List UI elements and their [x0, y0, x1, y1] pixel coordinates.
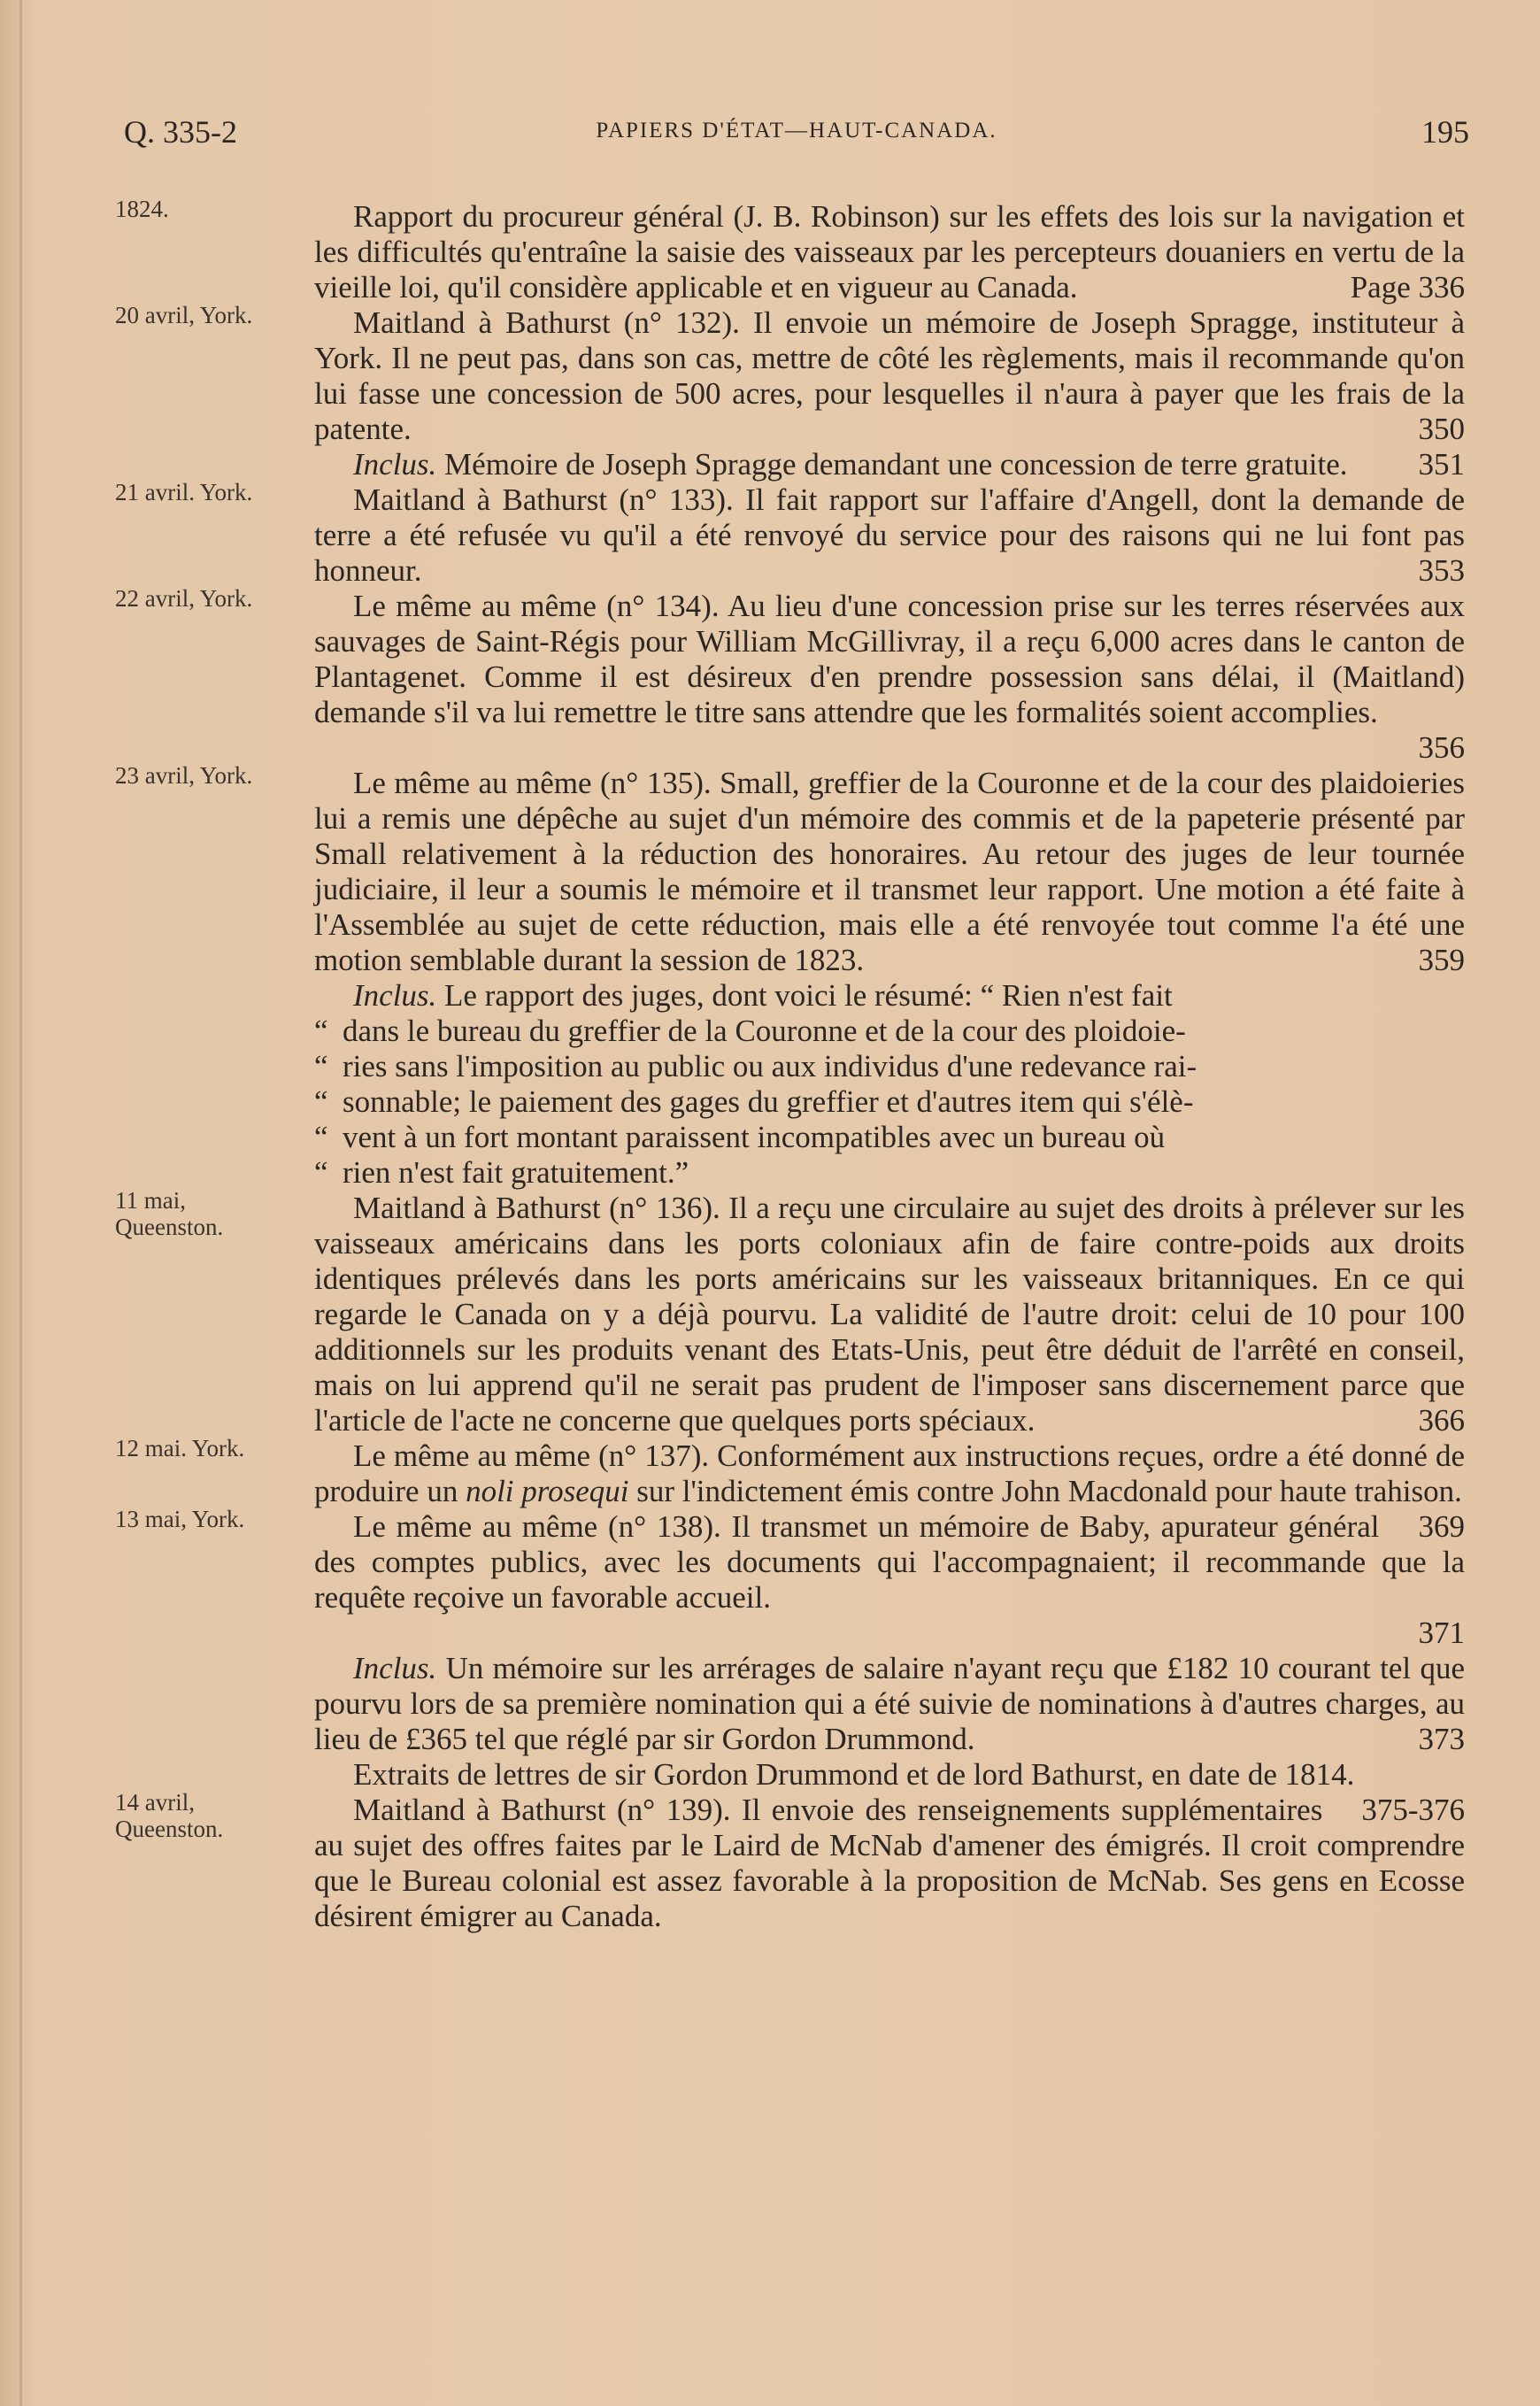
- page-reference: 369: [1418, 1509, 1465, 1544]
- entry-body: Maitland à Bathurst (n° 139). Il envoie des renseignements supplémentaires au sujet des offres faites par le Laird de McNab d'amener des émigrés. Il croit comprendre que le Bureau colonial est assez favorable à la proposition de McNab. Ses gens en Ecosse désirent émigrer au Canada.: [314, 1793, 1465, 1933]
- page-reference: 375-376: [1361, 1793, 1465, 1827]
- entry-body: Le même au même (n° 137). Conformément aux instructions reçues, ordre a été donné de produire un: [314, 1438, 1465, 1508]
- entry-body: Le même au même (n° 135). Small, greffier de la Couronne et de la cour des plaidoieries lui a remis une dépêche au sujet d'un mémoire des commis et de la papeterie présenté par Small relativement à la réduction des honoraires. Au retour des juges de leur tournée judiciaire, il leur a soumis le mémoire et il transmet leur rapport. Une motion a été faite à l'Assemblée au sujet de cette réduction, mais elle a été renvoyée tout comme l'a été une motion semblable durant la session de 1823.: [314, 766, 1465, 977]
- inclusion-text: Un mémoire sur les arrérages de salaire n'ayant reçu que £182 10 courant tel que pourvu lors de sa première nomination qui a été suivie de nominations à d'autres charges, au lieu de £365 tel que réglé par sir Gordon Drummond.: [314, 1651, 1465, 1756]
- page-header: [124, 113, 1469, 158]
- document-body: [0, 196, 1540, 1934]
- inclusion-text: Mémoire de Joseph Spragge demandant une concession de terre gratuite.: [444, 447, 1348, 482]
- entry-text: [314, 589, 1465, 766]
- entry: [0, 1187, 1540, 1438]
- latin-term: noli prosequi: [466, 1474, 629, 1508]
- entry-text: [314, 305, 1465, 482]
- quote-line: dans le bureau du greffier de la Couronne et de la cour des ploidoie-: [343, 1014, 1186, 1048]
- margin-date: 22 avril, York.: [115, 585, 253, 612]
- inclusion-label: Inclus.: [353, 978, 437, 1013]
- entry-text: [314, 482, 1465, 589]
- entry-body: Maitland à Bathurst (n° 132). Il envoie un mémoire de Joseph Spragge, instituteur à York. Il ne peut pas, dans son cas, mettre de côté les règlements, mais il recommande qu'on lui fasse une concession de 500 acres, pour lesquelles il n'aura à payer que les frais de la patente.: [314, 305, 1465, 446]
- inclusion-label: Inclus.: [353, 1651, 437, 1685]
- page-reference: 359: [1418, 943, 1465, 977]
- page-number: 195: [1421, 114, 1469, 150]
- quote-mark: “: [314, 1120, 328, 1154]
- entry: [0, 479, 1540, 589]
- quote-line: sonnable; le paiement des gages du greffier et d'autres item qui s'élè-: [343, 1084, 1194, 1119]
- quote-mark: “: [314, 1155, 328, 1190]
- page-reference: 356: [1418, 730, 1465, 765]
- entry-body: Rapport du procureur général (J. B. Robinson) sur les effets des lois sur la navigation et les difficultés qu'entraîne la saisie des vaisseaux par les percepteurs douaniers en vertu de la vieille loi, qu'il considère applicable et en vigueur au Canada.: [314, 199, 1465, 305]
- margin-date: 1824.: [115, 196, 169, 222]
- margin-date: 23 avril, York.: [115, 762, 253, 789]
- entry: [0, 1789, 1540, 1934]
- margin-date: 20 avril, York.: [115, 302, 253, 328]
- margin-date: 14 avril, Queenston.: [115, 1789, 224, 1842]
- running-title: PAPIERS D'ÉTAT—HAUT-CANADA.: [596, 119, 997, 143]
- inclusion-intro: Le rapport des juges, dont voici le résumé: “ Rien n'est fait: [444, 978, 1173, 1013]
- inclusion-label: Inclus.: [353, 447, 437, 482]
- entry-body: Le même au même (n° 138). Il transmet un mémoire de Baby, apurateur général des comptes publics, avec les documents qui l'accompagnaient; il recommande que la requête reçoive un favorable accueil.: [314, 1509, 1465, 1615]
- entry: [0, 762, 1540, 1191]
- margin-date: 12 mai. York.: [115, 1435, 245, 1461]
- quote-mark: “: [314, 1014, 328, 1048]
- entry-body: Maitland à Bathurst (n° 136). Il a reçu une circulaire au sujet des droits à prélever sur les vaisseaux américains dans les ports coloniaux afin de faire contre-poids aux droits identiques prélevés dans les ports américains sur les vaisseaux britanniques. En ce qui regarde le Canada on y a déjà pourvu. La validité de l'autre droit: celui de 10 pour 100 additionnels sur les produits venant des Etats-Unis, peut être déduit de l'arrêté en conseil, mais on lui apprend qu'il ne serait pas prudent de l'imposer sans discernement parce que l'article de l'acte ne concerne que quelques ports spéciaux.: [314, 1191, 1465, 1438]
- entry: [0, 585, 1540, 766]
- entry-text: [314, 1438, 1465, 1544]
- entry-text: [314, 1793, 1465, 1934]
- entry: [0, 196, 1540, 305]
- entry: [0, 302, 1540, 482]
- margin-date: 13 mai, York.: [115, 1506, 245, 1532]
- margin-date: 11 mai, Queenston.: [115, 1187, 224, 1240]
- page-reference: 351: [1418, 447, 1465, 482]
- extracts-text: Extraits de lettres de sir Gordon Drummond et de lord Bathurst, en date de 1814.: [353, 1757, 1355, 1792]
- entry-text: [314, 1191, 1465, 1438]
- entry-text: [314, 199, 1465, 305]
- entry-text: [314, 1509, 1465, 1827]
- entry-text: [314, 766, 1465, 1191]
- quote-line: ries sans l'imposition au public ou aux individus d'une redevance rai-: [343, 1049, 1197, 1083]
- page-reference: Page 336: [1350, 270, 1465, 305]
- page-reference: 353: [1418, 553, 1465, 588]
- margin-date: 21 avril. York.: [115, 479, 253, 505]
- quote-line: rien n'est fait gratuitement.”: [343, 1155, 689, 1190]
- volume-reference: Q. 335-2: [124, 114, 237, 150]
- page-reference: 373: [1418, 1722, 1465, 1756]
- page-reference: 350: [1418, 412, 1465, 446]
- quote-mark: “: [314, 1084, 328, 1119]
- entry-body: Maitland à Bathurst (n° 133). Il fait rapport sur l'affaire d'Angell, dont la demande de terre a été refusée vu qu'il a été renvoyé du service pour des raisons qui ne lui font pas honneur.: [314, 482, 1465, 588]
- entry-body: Le même au même (n° 134). Au lieu d'une concession prise sur les terres réservées aux sauvages de Saint-Régis pour William McGillivray, il a reçu 6,000 acres dans le canton de Plantagenet. Comme il est désireux d'en prendre possession sans délai, il (Maitland) demande s'il va lui remettre le titre sans attendre que les formalités soient accomplies.: [314, 589, 1465, 729]
- quote-line: vent à un fort montant paraissent incompatibles avec un bureau où: [343, 1120, 1166, 1154]
- entry-body: sur l'indictement émis contre John Macdonald pour haute trahison.: [628, 1474, 1462, 1508]
- page-reference: 366: [1418, 1403, 1465, 1438]
- quoted-summary: [314, 1014, 1465, 1191]
- quote-mark: “: [314, 1049, 328, 1083]
- page-reference: 371: [1418, 1616, 1465, 1650]
